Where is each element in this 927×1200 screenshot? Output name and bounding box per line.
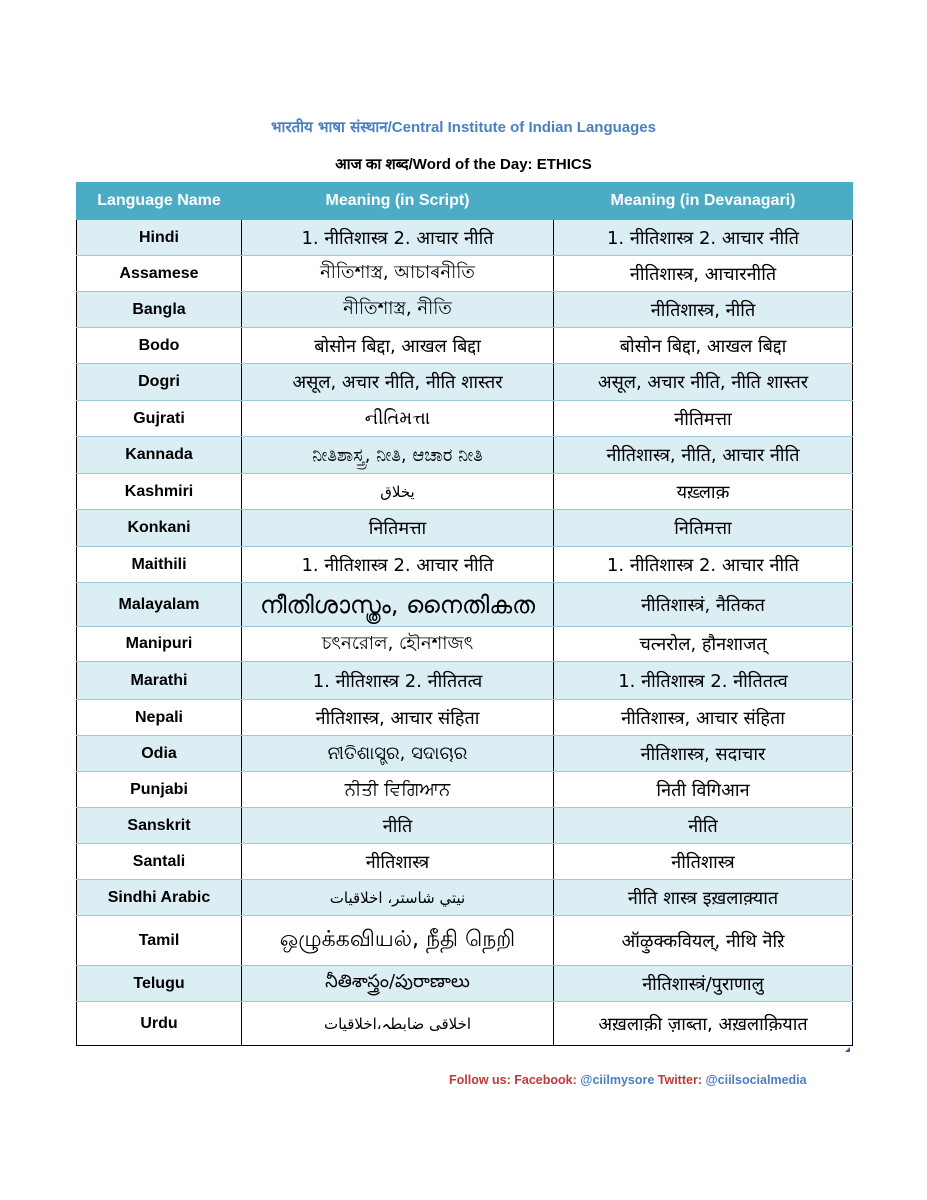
table-row [77, 510, 853, 547]
title-english: /Central Institute of Indian Languages [387, 119, 656, 136]
table-row [77, 583, 853, 627]
meaning-script-cell: ନୀତିଶାସ୍ତ୍ର, ସଦାଚାର [242, 736, 554, 772]
table-row [77, 1002, 853, 1046]
meaning-devanagari-cell: नीति शास्त्र इख़लाक़्यात [554, 880, 853, 916]
meaning-script-cell: 1. नीतिशास्त्र 2. आचार नीति [242, 547, 554, 583]
table-row [77, 401, 853, 437]
language-name-cell: Kannada [77, 437, 242, 474]
twitter-label: Twitter: [654, 1073, 706, 1087]
meaning-script-cell: 1. नीतिशास्त्र 2. आचार नीति [242, 220, 554, 256]
table-row [77, 772, 853, 808]
table-row [77, 808, 853, 844]
meaning-devanagari-cell: नीतिशास्त्र [554, 844, 853, 880]
table-row [77, 662, 853, 700]
meaning-devanagari-cell: नीति [554, 808, 853, 844]
facebook-handle[interactable]: @ciilmysore [580, 1073, 655, 1087]
language-name-cell: Urdu [77, 1002, 242, 1046]
meaning-devanagari-cell: नीतिमत्ता [554, 401, 853, 437]
table-row [77, 292, 853, 328]
language-name-cell: Marathi [77, 662, 242, 700]
language-name-cell: Gujrati [77, 401, 242, 437]
meaning-script-cell: నీతిశాస్త్రం/పురాణాలు [242, 966, 554, 1002]
language-name-cell: Maithili [77, 547, 242, 583]
table-row [77, 736, 853, 772]
table-row [77, 627, 853, 662]
meaning-devanagari-cell: नीतिशास्त्र, आचारनीति [554, 256, 853, 292]
table-row [77, 880, 853, 916]
language-name-cell: Assamese [77, 256, 242, 292]
meaning-devanagari-cell: नीतिशास्त्रं, नैतिकत [554, 583, 853, 627]
language-name-cell: Bodo [77, 328, 242, 364]
table-row [77, 328, 853, 364]
meaning-script-cell: नीति [242, 808, 554, 844]
column-header-script: Meaning (in Script) [242, 183, 554, 220]
language-name-cell: Nepali [77, 700, 242, 736]
meaning-script-cell: असूल, अचार नीति, नीति शास्तर [242, 364, 554, 401]
meaning-script-cell: बोसोन बिद्दा, आखल बिद्दा [242, 328, 554, 364]
table-header-row [77, 183, 853, 220]
social-footer [449, 1073, 807, 1087]
meaning-script-cell: നീതിശാസ്ത്രം, നൈതികത [242, 583, 554, 627]
language-name-cell: Sindhi Arabic [77, 880, 242, 916]
table-row [77, 700, 853, 736]
meaning-devanagari-cell: अख़लाक़ी ज़ाब्ता, अख़लाक़ियात [554, 1002, 853, 1046]
meaning-script-cell: نيتي شاستر، اخلاقيات [242, 880, 554, 916]
twitter-handle[interactable]: @ciilsocialmedia [705, 1073, 807, 1087]
table-body [77, 220, 853, 1046]
meaning-devanagari-cell: नीतिशास्त्र, सदाचार [554, 736, 853, 772]
language-name-cell: Malayalam [77, 583, 242, 627]
meaning-devanagari-cell: असूल, अचार नीति, नीति शास्तर [554, 364, 853, 401]
meaning-devanagari-cell: नीतिशास्त्रं/पुराणालु [554, 966, 853, 1002]
language-name-cell: Kashmiri [77, 474, 242, 510]
table-row [77, 547, 853, 583]
table-row [77, 966, 853, 1002]
table-row [77, 844, 853, 880]
meaning-script-cell: নীতিশাস্ত্ৰ, আচাৰনীতি [242, 256, 554, 292]
meaning-devanagari-cell: बोसोन बिद्दा, आखल बिद्दा [554, 328, 853, 364]
meaning-script-cell: নীতিশাস্ত্র, নীতি [242, 292, 554, 328]
title-hindi: भारतीय भाषा संस्थान [271, 118, 388, 136]
column-header-language: Language Name [77, 183, 242, 220]
language-name-cell: Dogri [77, 364, 242, 401]
meaning-devanagari-cell: निती विगिआन [554, 772, 853, 808]
table-row [77, 437, 853, 474]
meaning-script-cell: ನೀತಿಶಾಸ್ತ್ರ, ನೀತಿ, ಆಚಾರ ನೀತಿ [242, 437, 554, 474]
meaning-script-cell: नीतिशास्त्र [242, 844, 554, 880]
meaning-devanagari-cell: 1. नीतिशास्त्र 2. नीतितत्व [554, 662, 853, 700]
meaning-devanagari-cell: 1. नीतिशास्त्र 2. आचार नीति [554, 547, 853, 583]
language-name-cell: Punjabi [77, 772, 242, 808]
language-name-cell: Odia [77, 736, 242, 772]
meaning-script-cell: ਨੀਤੀ ਵਿਗਿਆਨ [242, 772, 554, 808]
meaning-devanagari-cell: यख़्लाक़ [554, 474, 853, 510]
table-row [77, 474, 853, 510]
language-name-cell: Tamil [77, 916, 242, 966]
meaning-devanagari-cell: नितिमत्ता [554, 510, 853, 547]
meaning-script-cell: یخلاق [242, 474, 554, 510]
table-row [77, 220, 853, 256]
meaning-devanagari-cell: 1. नीतिशास्त्र 2. आचार नीति [554, 220, 853, 256]
meaning-script-cell: નીતિમત્તા [242, 401, 554, 437]
language-name-cell: Hindi [77, 220, 242, 256]
meaning-script-cell: ஒழுக்கவியல், நீதி நெறி [242, 916, 554, 966]
table-row [77, 916, 853, 966]
meaning-devanagari-cell: नीतिशास्त्र, नीति, आचार नीति [554, 437, 853, 474]
meaning-devanagari-cell: ऑऴुक्कवियल्, नीथि नॆऱि [554, 916, 853, 966]
page-subtitle: आज का शब्द/Word of the Day: ETHICS [335, 156, 592, 173]
meaning-script-cell: 1. नीतिशास्त्र 2. नीतितत्व [242, 662, 554, 700]
meaning-devanagari-cell: नीतिशास्त्र, आचार संहिता [554, 700, 853, 736]
meaning-script-cell: اخلاقی ضابطہ،اخلاقیات [242, 1002, 554, 1046]
language-name-cell: Manipuri [77, 627, 242, 662]
language-name-cell: Santali [77, 844, 242, 880]
meaning-script-cell: চৎনরোল, হৌনশাজৎ [242, 627, 554, 662]
table-row [77, 256, 853, 292]
language-name-cell: Telugu [77, 966, 242, 1002]
follow-label: Follow us: Facebook: [449, 1073, 581, 1087]
meaning-script-cell: नीतिशास्त्र, आचार संहिता [242, 700, 554, 736]
meaning-devanagari-cell: चत्नरोल, हौनशाजत् [554, 627, 853, 662]
page-title [0, 117, 927, 137]
language-name-cell: Bangla [77, 292, 242, 328]
language-name-cell: Sanskrit [77, 808, 242, 844]
meaning-devanagari-cell: नीतिशास्त्र, नीति [554, 292, 853, 328]
column-header-devanagari: Meaning (in Devanagari) [554, 183, 853, 220]
meaning-script-cell: नितिमत्ता [242, 510, 554, 547]
table-row [77, 364, 853, 401]
language-name-cell: Konkani [77, 510, 242, 547]
word-of-the-day-table [76, 182, 853, 1046]
table-corner-mark [845, 1047, 850, 1052]
